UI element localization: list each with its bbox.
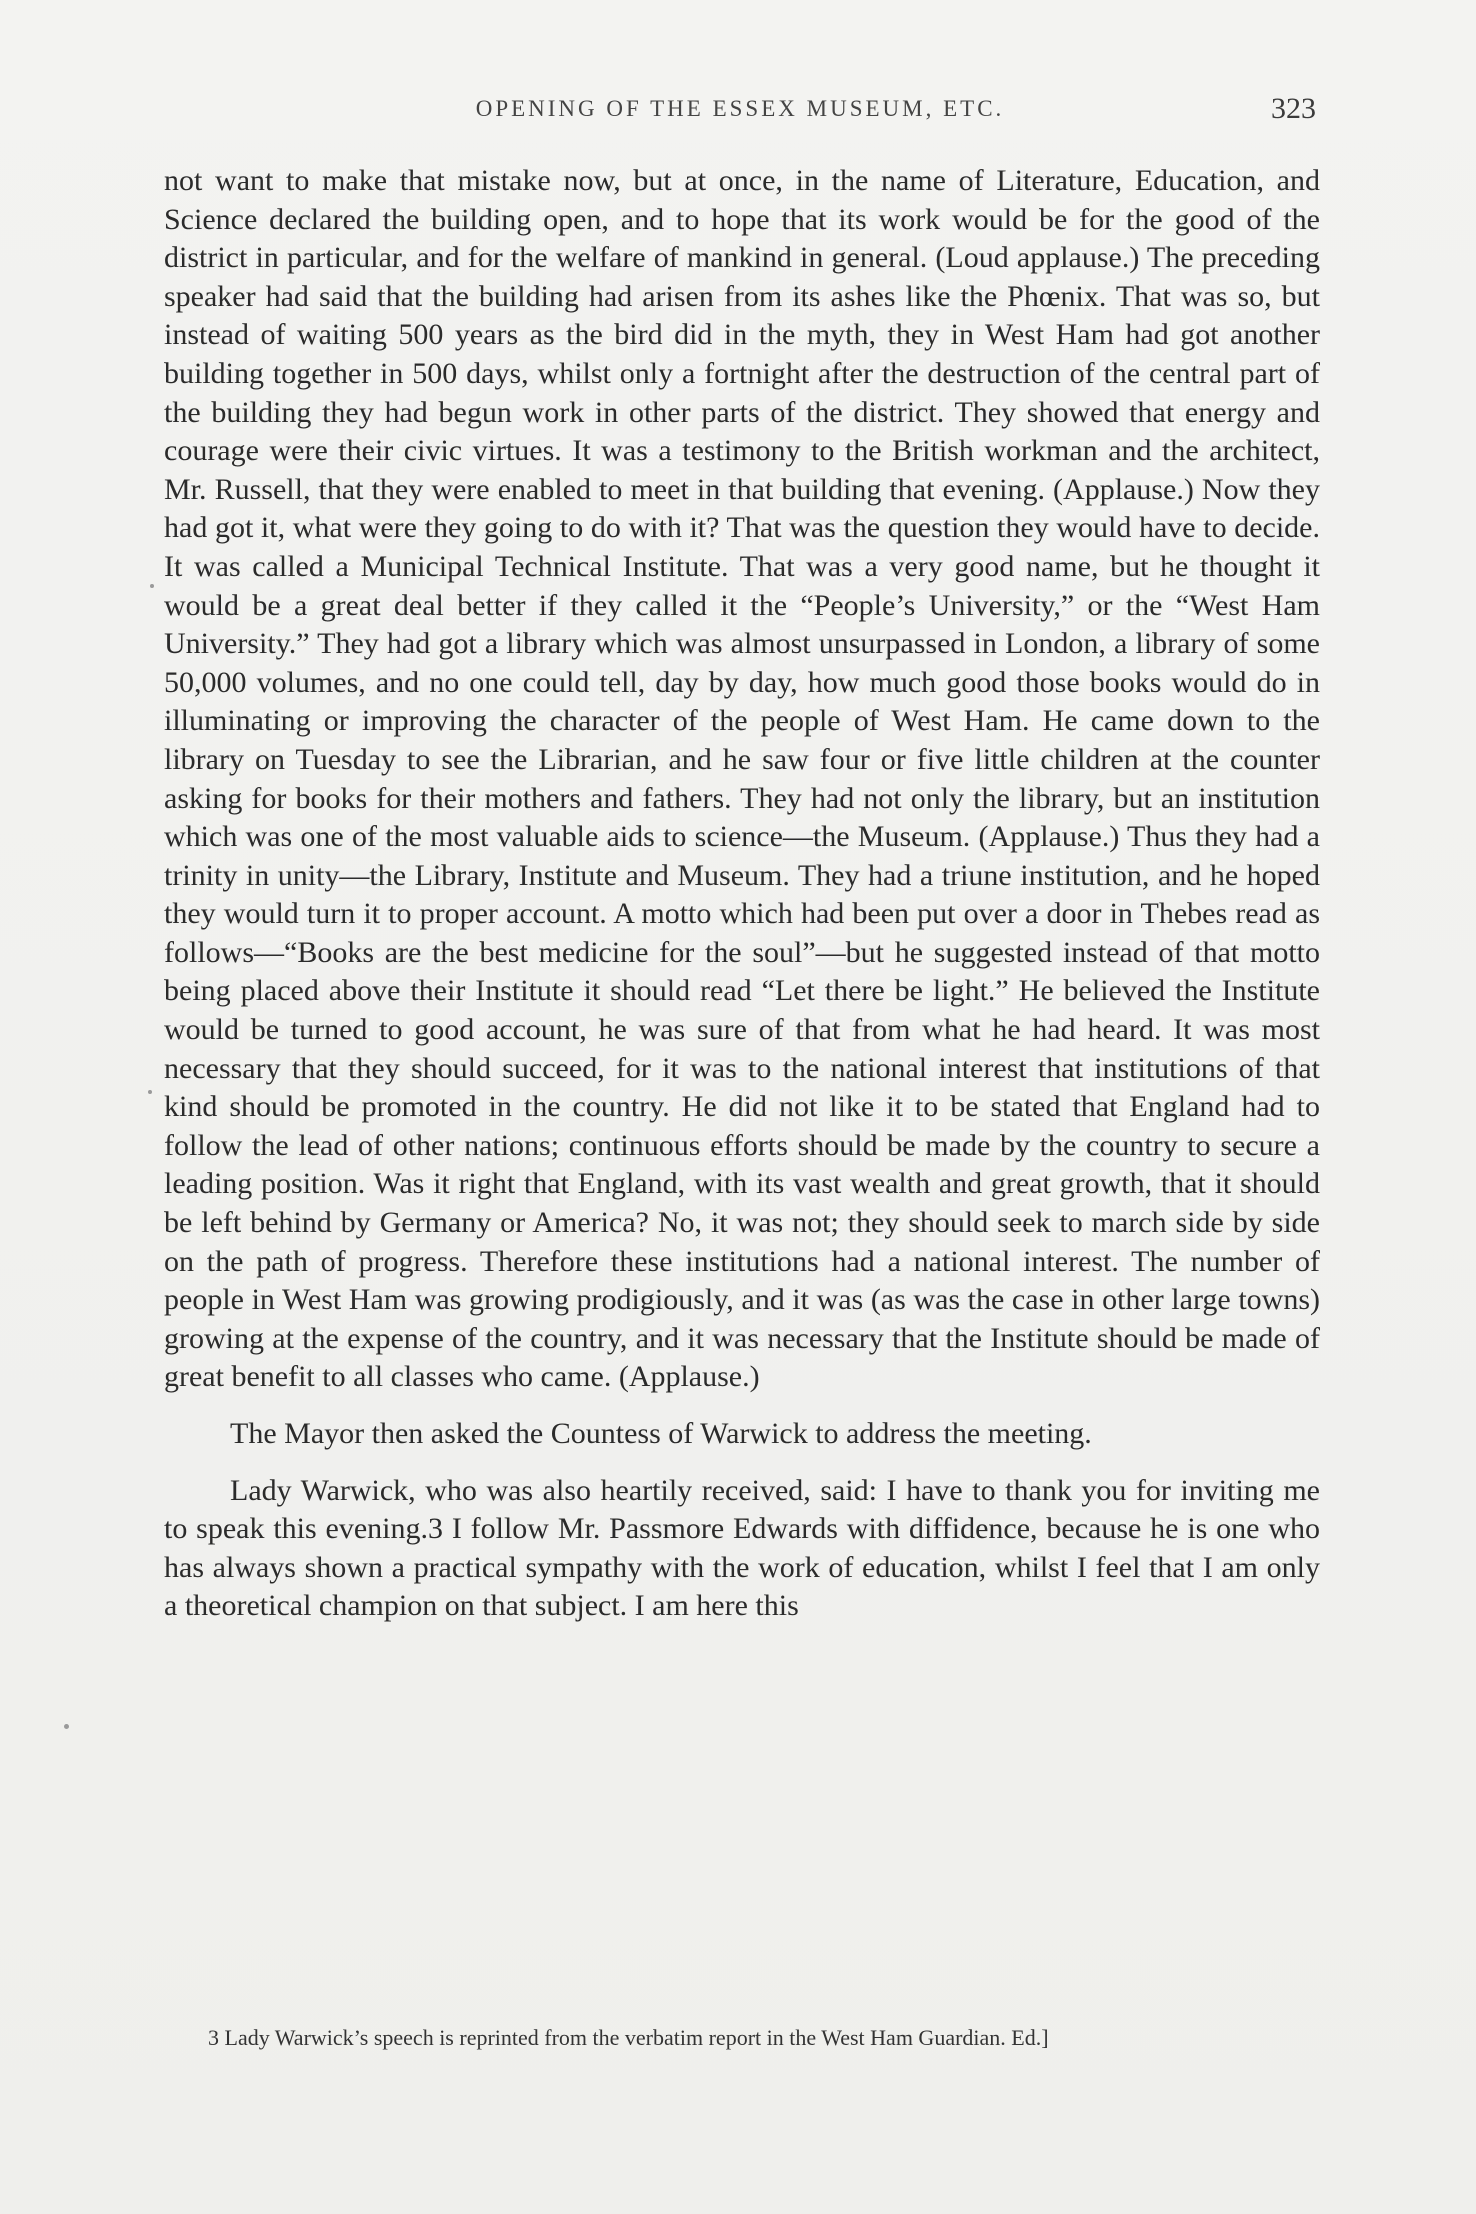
print-speck — [148, 1090, 152, 1094]
print-speck — [150, 584, 154, 588]
running-title: OPENING OF THE ESSEX MUSEUM, ETC. — [475, 96, 1005, 121]
footnote: 3 Lady Warwick’s speech is reprinted from the verbatim report in the West Ham Guardian. Ed.] — [208, 2025, 1049, 2050]
body-text — [164, 162, 1320, 1626]
paragraph-2: The Mayor then asked the Countess of Warwick to address the meeting. — [230, 1417, 1092, 1450]
running-head — [164, 92, 1316, 132]
paragraph-3: Lady Warwick, who was also heartily received, said: I have to thank you for inviting me to speak this evening.3 I follow Mr. Passmore Edwards with diffidence, because he is one who has always shown a practical sympathy with the work of education, whilst I feel that I am only a theoretical champion on that subject. I am here this — [164, 1473, 1320, 1623]
page-number: 323 — [1271, 92, 1316, 125]
print-speck — [64, 1724, 69, 1729]
paragraph-1: not want to make that mistake now, but at once, in the name of Literature, Education, and Science declared the building open, and to hope that its work would be for the good of the district in particular, and for the welfare of mankind in general. (Loud applause.) The preceding speaker had said that the building had arisen from its ashes like the Phœnix. That was so, but instead of waiting 500 years as the bird did in the myth, they in West Ham had got another building together in 500 days, whilst only a fortnight after the destruction of the central part of the building they had begun work in other parts of the district. They showed that energy and courage were their civic virtues. It was a testimony to the British workman and the architect, Mr. Russell, that they were enabled to meet in that building that evening. (Applause.) Now they had got it, what were they going to do with it? That was the question they would have to decide. It was called a Municipal Technical Institute. That was a very good name, but he thought it would be a great deal better if they called it the “People’s University,” or the “West Ham University.” They had got a library which was almost unsurpassed in London, a library of some 50,000 volumes, and no one could tell, day by day, how much good those books would do in illuminating or improving the character of the people of West Ham. He came down to the library on Tuesday to see the Librarian, and he saw four or five little children at the counter asking for books for their mothers and fathers. They had not only the library, but an institution which was one of the most valuable aids to science—the Museum. (Applause.) Thus they had a trinity in unity—the Library, Institute and Museum. They had a triune institution, and he hoped they would turn it to proper account. A motto which had been put over a door in Thebes read as follows—“Books are the best medicine for the soul”—but he suggested instead of that motto being placed above their Institute it should read “Let there be light.” He believed the Institute would be turned to good account, he was sure of that from what he had heard. It was most necessary that they should succeed, for it was to the national interest that institutions of that kind should be promoted in the country. He did not like it to be stated that England had to follow the lead of other nations; continuous efforts should be made by the country to secure a leading position. Was it right that England, with its vast wealth and great growth, that it should be left behind by Germany or America? No, it was not; they should seek to march side by side on the path of progress. Therefore these institutions had a national interest. The number of people in West Ham was growing prodigiously, and it was (as was the case in other large towns) growing at the expense of the country, and it was necessary that the Institute should be made of great benefit to all classes who came. (Applause.) — [164, 164, 1320, 1394]
